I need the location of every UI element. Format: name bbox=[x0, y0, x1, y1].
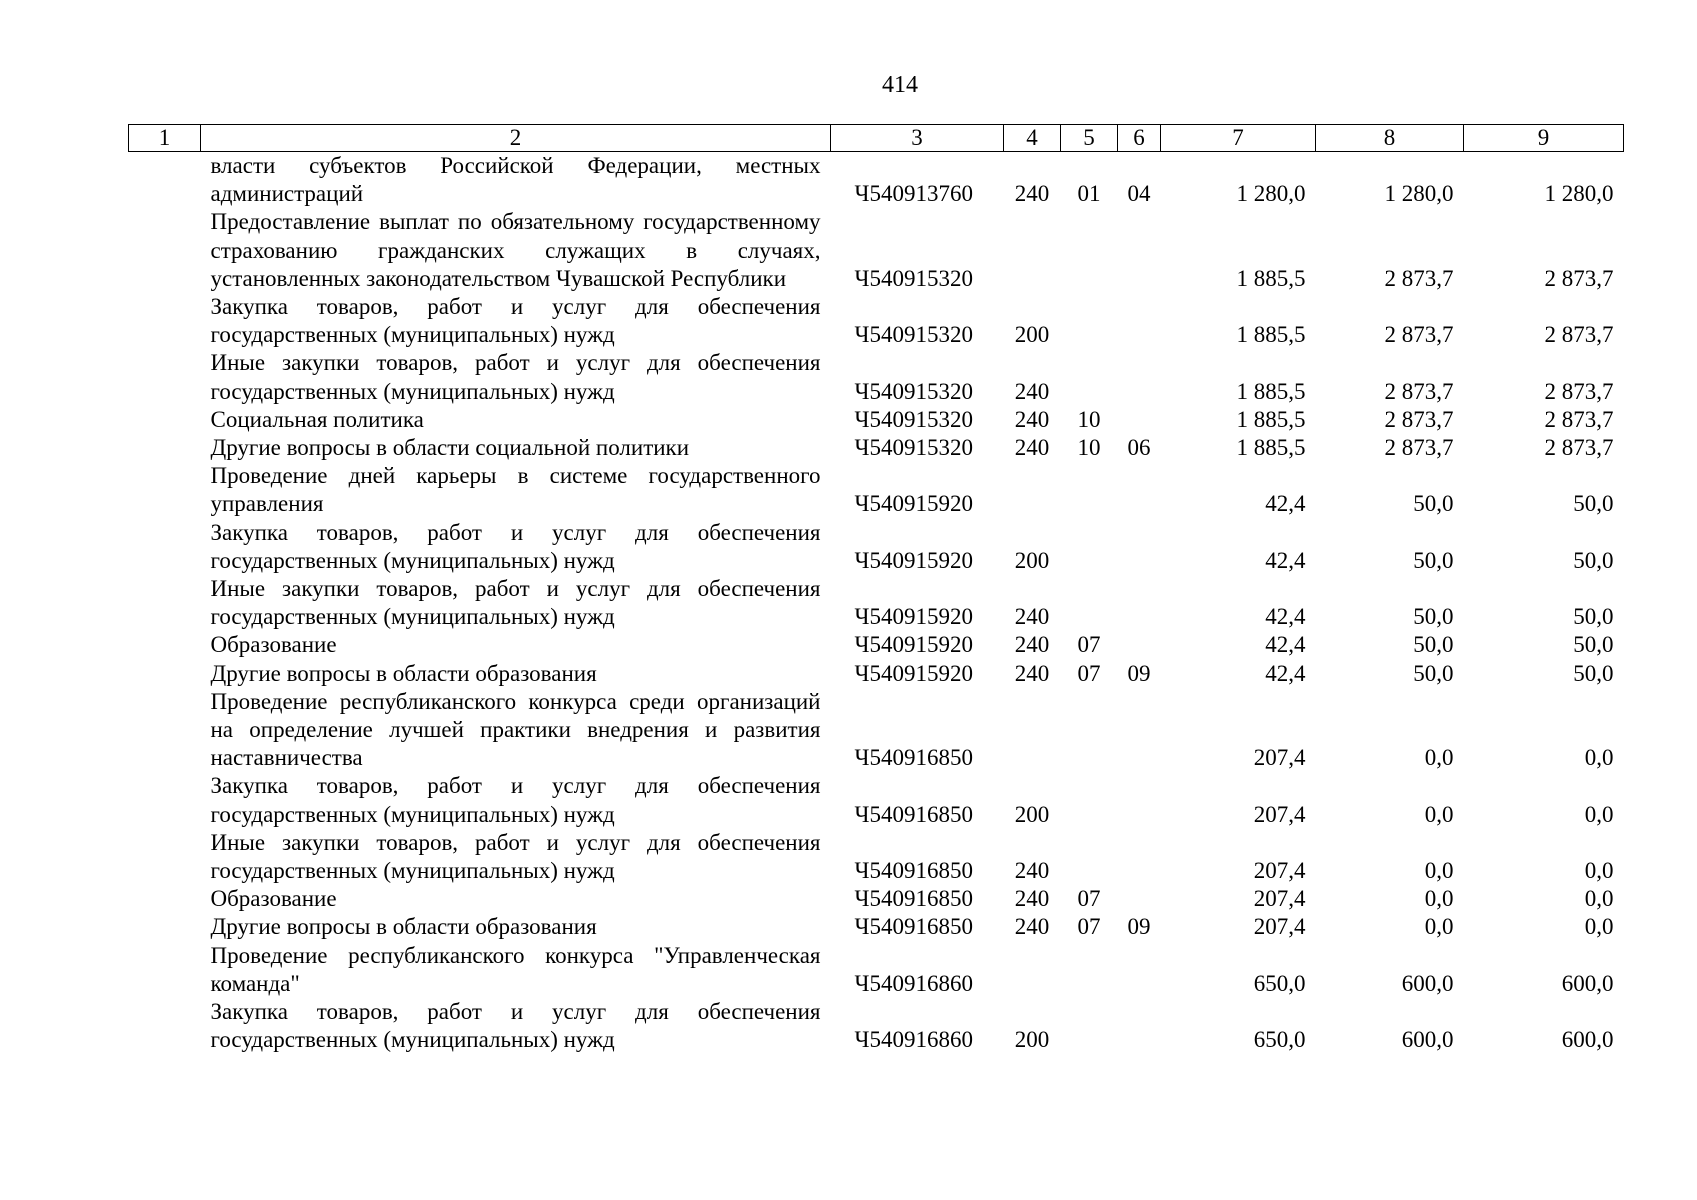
header-cell-7: 7 bbox=[1161, 125, 1316, 152]
subsection-code-cell: 06 bbox=[1127, 435, 1151, 461]
page-number: 414 bbox=[882, 72, 918, 98]
amount-col-9-cell: 600,0 bbox=[1561, 970, 1614, 996]
table-row bbox=[129, 942, 1624, 998]
target-code-cell: Ч540915920 bbox=[854, 491, 973, 517]
expense-type-cell: 240 bbox=[1014, 886, 1050, 912]
section-code-cell bbox=[1061, 998, 1118, 1054]
target-code-cell: Ч540915320 bbox=[854, 265, 973, 291]
expense-type-cell: 240 bbox=[1014, 660, 1050, 686]
section-code-cell bbox=[1061, 349, 1118, 405]
blank-cell bbox=[129, 152, 201, 209]
section-code-cell bbox=[1061, 942, 1118, 998]
amount-col-7-cell: 1 885,5 bbox=[1236, 265, 1306, 291]
amount-col-8-cell: 1 280,0 bbox=[1384, 181, 1454, 207]
amount-col-7-cell: 42,4 bbox=[1265, 632, 1306, 658]
target-code-cell: Ч540916850 bbox=[854, 886, 973, 912]
table-row bbox=[129, 688, 1624, 773]
amount-col-9-cell: 1 280,0 bbox=[1544, 181, 1614, 207]
amount-col-9-cell: 2 873,7 bbox=[1544, 406, 1614, 432]
blank-cell bbox=[129, 772, 201, 828]
amount-col-8-cell: 50,0 bbox=[1413, 491, 1454, 517]
section-code-cell bbox=[1061, 208, 1118, 293]
item-name-cell: Закупка товаров, работ и услуг для обеспечения государственных (муниципальных) нужд bbox=[210, 999, 821, 1053]
amount-col-7-cell: 650,0 bbox=[1253, 1027, 1306, 1053]
expense-type-cell: 240 bbox=[1014, 858, 1050, 884]
section-code-cell bbox=[1061, 772, 1118, 828]
header-cell-2: 2 bbox=[201, 125, 831, 152]
target-code-cell: Ч540916860 bbox=[854, 970, 973, 996]
table-row bbox=[129, 349, 1624, 405]
amount-col-8-cell: 0,0 bbox=[1424, 745, 1454, 771]
amount-col-9-cell: 2 873,7 bbox=[1544, 378, 1614, 404]
table-row bbox=[129, 406, 1624, 434]
table-row bbox=[129, 519, 1624, 575]
subsection-code-cell bbox=[1118, 406, 1161, 434]
table-row bbox=[129, 660, 1624, 688]
subsection-code-cell bbox=[1118, 208, 1161, 293]
section-code-cell bbox=[1061, 462, 1118, 518]
amount-col-7-cell: 207,4 bbox=[1253, 801, 1306, 827]
expense-type-cell bbox=[1004, 942, 1061, 998]
amount-col-7-cell: 42,4 bbox=[1265, 660, 1306, 686]
item-name-cell: Проведение республиканского конкурса среди организаций на определение лучшей практики внедрения и развития наставничества bbox=[210, 688, 821, 771]
section-code-cell: 10 bbox=[1077, 435, 1101, 461]
amount-col-8-cell: 50,0 bbox=[1413, 660, 1454, 686]
amount-col-7-cell: 1 885,5 bbox=[1236, 406, 1306, 432]
amount-col-7-cell: 42,4 bbox=[1265, 604, 1306, 630]
amount-col-7-cell: 42,4 bbox=[1265, 547, 1306, 573]
amount-col-8-cell: 50,0 bbox=[1413, 604, 1454, 630]
section-code-cell bbox=[1061, 519, 1118, 575]
amount-col-9-cell: 0,0 bbox=[1584, 745, 1614, 771]
amount-col-8-cell: 50,0 bbox=[1413, 632, 1454, 658]
amount-col-8-cell: 0,0 bbox=[1424, 801, 1454, 827]
header-cell-6: 6 bbox=[1118, 125, 1161, 152]
blank-cell bbox=[129, 462, 201, 518]
subsection-code-cell bbox=[1118, 293, 1161, 349]
subsection-code-cell bbox=[1118, 829, 1161, 885]
blank-cell bbox=[129, 660, 201, 688]
amount-col-7-cell: 1 885,5 bbox=[1236, 435, 1306, 461]
item-name-cell: Предоставление выплат по обязательному государственному страхованию гражданских служащих в случаях, установленных законодательством Чувашской Республики bbox=[210, 209, 821, 291]
table-row bbox=[129, 772, 1624, 828]
item-name-cell: Другие вопросы в области образования bbox=[210, 660, 597, 686]
item-name-cell: Закупка товаров, работ и услуг для обеспечения государственных (муниципальных) нужд bbox=[210, 519, 821, 573]
header-cell-5: 5 bbox=[1061, 125, 1118, 152]
section-code-cell: 07 bbox=[1077, 914, 1101, 940]
expense-type-cell: 240 bbox=[1014, 914, 1050, 940]
subsection-code-cell bbox=[1118, 519, 1161, 575]
item-name-cell: Проведение дней карьеры в системе государственного управления bbox=[210, 463, 821, 517]
amount-col-8-cell: 600,0 bbox=[1401, 970, 1454, 996]
amount-col-9-cell: 2 873,7 bbox=[1544, 435, 1614, 461]
expense-type-cell: 200 bbox=[1014, 1027, 1050, 1053]
table-row bbox=[129, 913, 1624, 941]
table-row bbox=[129, 829, 1624, 885]
header-cell-8: 8 bbox=[1316, 125, 1464, 152]
amount-col-9-cell: 50,0 bbox=[1573, 660, 1614, 686]
blank-cell bbox=[129, 434, 201, 462]
subsection-code-cell bbox=[1118, 462, 1161, 518]
item-name-cell: Образование bbox=[210, 886, 337, 912]
table-body bbox=[129, 152, 1624, 1055]
section-code-cell: 10 bbox=[1077, 406, 1101, 432]
header-cell-9: 9 bbox=[1464, 125, 1624, 152]
header-cell-4: 4 bbox=[1004, 125, 1061, 152]
amount-col-8-cell: 50,0 bbox=[1413, 547, 1454, 573]
table-row bbox=[129, 293, 1624, 349]
amount-col-7-cell: 1 885,5 bbox=[1236, 378, 1306, 404]
header-cell-1: 1 bbox=[129, 125, 201, 152]
target-code-cell: Ч540915920 bbox=[854, 547, 973, 573]
section-code-cell: 07 bbox=[1077, 886, 1101, 912]
amount-col-8-cell: 0,0 bbox=[1424, 914, 1454, 940]
target-code-cell: Ч540916850 bbox=[854, 801, 973, 827]
table-row bbox=[129, 631, 1624, 659]
item-name-cell: Другие вопросы в области образования bbox=[210, 914, 597, 940]
item-name-cell: Закупка товаров, работ и услуг для обеспечения государственных (муниципальных) нужд bbox=[210, 294, 821, 348]
blank-cell bbox=[129, 349, 201, 405]
blank-cell bbox=[129, 998, 201, 1054]
table-row bbox=[129, 885, 1624, 913]
amount-col-9-cell: 50,0 bbox=[1573, 604, 1614, 630]
table-row bbox=[129, 152, 1624, 209]
amount-col-9-cell: 50,0 bbox=[1573, 632, 1614, 658]
subsection-code-cell bbox=[1118, 772, 1161, 828]
subsection-code-cell bbox=[1118, 885, 1161, 913]
expense-type-cell bbox=[1004, 462, 1061, 518]
item-name-cell: Иные закупки товаров, работ и услуг для обеспечения государственных (муниципальных) нужд bbox=[210, 829, 821, 884]
amount-col-8-cell: 2 873,7 bbox=[1384, 265, 1454, 291]
header-cell-3: 3 bbox=[831, 125, 1004, 152]
blank-cell bbox=[129, 575, 201, 631]
target-code-cell: Ч540915920 bbox=[854, 660, 973, 686]
target-code-cell: Ч540916850 bbox=[854, 914, 973, 940]
expense-type-cell: 240 bbox=[1014, 435, 1050, 461]
section-code-cell bbox=[1061, 575, 1118, 631]
amount-col-8-cell: 0,0 bbox=[1424, 858, 1454, 884]
target-code-cell: Ч540915320 bbox=[854, 378, 973, 404]
amount-col-8-cell: 2 873,7 bbox=[1384, 322, 1454, 348]
expense-type-cell: 240 bbox=[1014, 181, 1050, 207]
target-code-cell: Ч540915320 bbox=[854, 322, 973, 348]
target-code-cell: Ч540916850 bbox=[854, 745, 973, 771]
section-code-cell: 01 bbox=[1077, 181, 1101, 207]
amount-col-7-cell: 1 280,0 bbox=[1236, 181, 1306, 207]
item-name-cell: Проведение республиканского конкурса "Управленческая команда" bbox=[210, 942, 821, 996]
blank-cell bbox=[129, 885, 201, 913]
blank-cell bbox=[129, 293, 201, 349]
amount-col-9-cell: 2 873,7 bbox=[1544, 265, 1614, 291]
subsection-code-cell: 04 bbox=[1127, 181, 1151, 207]
subsection-code-cell: 09 bbox=[1127, 914, 1151, 940]
expense-type-cell: 200 bbox=[1014, 547, 1050, 573]
table-row bbox=[129, 462, 1624, 518]
expense-type-cell: 240 bbox=[1014, 406, 1050, 432]
budget-table bbox=[128, 124, 1624, 1055]
blank-cell bbox=[129, 688, 201, 773]
expense-type-cell: 240 bbox=[1014, 604, 1050, 630]
blank-cell bbox=[129, 913, 201, 941]
item-name-cell: Иные закупки товаров, работ и услуг для обеспечения государственных (муниципальных) нужд bbox=[210, 576, 821, 630]
amount-col-7-cell: 207,4 bbox=[1253, 745, 1306, 771]
amount-col-8-cell: 600,0 bbox=[1401, 1027, 1454, 1053]
subsection-code-cell bbox=[1118, 942, 1161, 998]
amount-col-9-cell: 50,0 bbox=[1573, 491, 1614, 517]
blank-cell bbox=[129, 519, 201, 575]
header-row bbox=[129, 125, 1624, 152]
target-code-cell: Ч540916850 bbox=[854, 858, 973, 884]
amount-col-9-cell: 0,0 bbox=[1584, 858, 1614, 884]
item-name-cell: Иные закупки товаров, работ и услуг для обеспечения государственных (муниципальных) нужд bbox=[210, 350, 821, 404]
subsection-code-cell bbox=[1118, 349, 1161, 405]
item-name-cell: Образование bbox=[210, 632, 337, 658]
amount-col-9-cell: 0,0 bbox=[1584, 886, 1614, 912]
section-code-cell: 07 bbox=[1077, 632, 1101, 658]
expense-type-cell: 200 bbox=[1014, 801, 1050, 827]
expense-type-cell: 200 bbox=[1014, 322, 1050, 348]
subsection-code-cell: 09 bbox=[1127, 660, 1151, 686]
amount-col-7-cell: 207,4 bbox=[1253, 914, 1306, 940]
section-code-cell bbox=[1061, 829, 1118, 885]
amount-col-8-cell: 2 873,7 bbox=[1384, 435, 1454, 461]
expense-type-cell: 240 bbox=[1014, 378, 1050, 404]
table-row bbox=[129, 434, 1624, 462]
expense-type-cell bbox=[1004, 688, 1061, 773]
target-code-cell: Ч540913760 bbox=[854, 181, 973, 207]
blank-cell bbox=[129, 631, 201, 659]
amount-col-7-cell: 207,4 bbox=[1253, 858, 1306, 884]
target-code-cell: Ч540916860 bbox=[854, 1027, 973, 1053]
section-code-cell bbox=[1061, 688, 1118, 773]
blank-cell bbox=[129, 942, 201, 998]
blank-cell bbox=[129, 406, 201, 434]
subsection-code-cell bbox=[1118, 575, 1161, 631]
amount-col-9-cell: 600,0 bbox=[1561, 1027, 1614, 1053]
amount-col-7-cell: 207,4 bbox=[1253, 886, 1306, 912]
amount-col-7-cell: 42,4 bbox=[1265, 491, 1306, 517]
target-code-cell: Ч540915920 bbox=[854, 604, 973, 630]
subsection-code-cell bbox=[1118, 998, 1161, 1054]
table-row bbox=[129, 208, 1624, 293]
item-name-cell: Закупка товаров, работ и услуг для обеспечения государственных (муниципальных) нужд bbox=[210, 773, 821, 827]
amount-col-7-cell: 1 885,5 bbox=[1236, 322, 1306, 348]
blank-cell bbox=[129, 829, 201, 885]
amount-col-9-cell: 0,0 bbox=[1584, 914, 1614, 940]
amount-col-8-cell: 2 873,7 bbox=[1384, 406, 1454, 432]
amount-col-9-cell: 0,0 bbox=[1584, 801, 1614, 827]
subsection-code-cell bbox=[1118, 631, 1161, 659]
amount-col-8-cell: 0,0 bbox=[1424, 886, 1454, 912]
target-code-cell: Ч540915320 bbox=[854, 406, 973, 432]
blank-cell bbox=[129, 208, 201, 293]
amount-col-9-cell: 2 873,7 bbox=[1544, 322, 1614, 348]
item-name-cell: власти субъектов Российской Федерации, местных администраций bbox=[210, 153, 821, 207]
amount-col-9-cell: 50,0 bbox=[1573, 547, 1614, 573]
table-row bbox=[129, 998, 1624, 1054]
table-row bbox=[129, 575, 1624, 631]
item-name-cell: Другие вопросы в области социальной политики bbox=[210, 435, 690, 461]
amount-col-8-cell: 2 873,7 bbox=[1384, 378, 1454, 404]
expense-type-cell bbox=[1004, 208, 1061, 293]
item-name-cell: Социальная политика bbox=[210, 406, 424, 432]
target-code-cell: Ч540915920 bbox=[854, 632, 973, 658]
section-code-cell bbox=[1061, 293, 1118, 349]
amount-col-7-cell: 650,0 bbox=[1253, 970, 1306, 996]
section-code-cell: 07 bbox=[1077, 660, 1101, 686]
expense-type-cell: 240 bbox=[1014, 632, 1050, 658]
subsection-code-cell bbox=[1118, 688, 1161, 773]
target-code-cell: Ч540915320 bbox=[854, 435, 973, 461]
